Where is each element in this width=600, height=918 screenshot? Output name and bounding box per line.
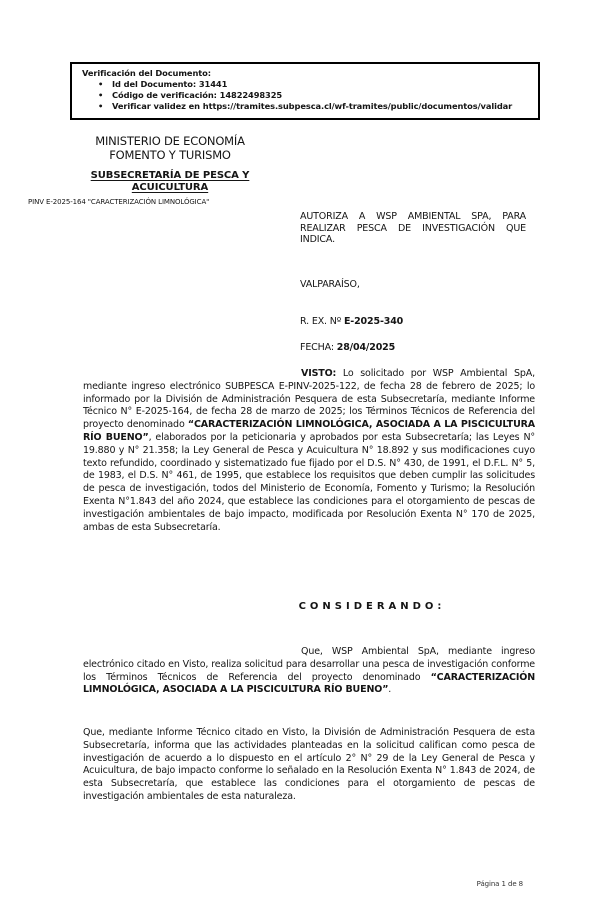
- verification-title: Verificación del Documento:: [82, 68, 211, 78]
- resolution-number-line: [300, 316, 403, 327]
- rex-label: R. EX. Nº: [300, 316, 344, 327]
- date-line: [300, 342, 395, 353]
- considerando-paragraph-2: Que, mediante Informe Técnico citado en Visto, la División de Administración Pesquera de esta Subsecretaría, informa que las actividades planteadas en la solicitud califican como pesca de investigación de acuerdo a lo dispuesto en el artículo 2° N° 29 de la Ley General de Pesca y Acuicultura, de bajo impacto conforme lo señalado en la Resolución Exenta N° 1.843 de 2024, de esta Subsecretaría, que establece las condiciones para el otorgamiento de pescas de investigación ambientales de esta naturaleza.: [83, 727, 535, 802]
- rex-number: E-2025-340: [343, 316, 404, 327]
- ministry-letterhead: [30, 134, 310, 162]
- verification-item-url: • Verificar validez en https://tramites.subpesca.cl/wf-tramites/public/documentos/validar: [82, 101, 530, 112]
- verification-list: [82, 79, 530, 111]
- city-line: VALPARAÍSO,: [300, 279, 360, 290]
- date-label: FECHA:: [300, 342, 337, 353]
- considerando-heading: CONSIDERANDO:: [298, 601, 446, 612]
- verification-item-document-id: • Id del Documento: 31441: [82, 79, 530, 90]
- page-number: Página 1 de 8: [476, 880, 523, 888]
- resolution-subject: AUTORIZA A WSP AMBIENTAL SPA, PARA REALIZAR PESCA DE INVESTIGACIÓN QUE INDICA.: [300, 211, 526, 246]
- considerando-paragraph-1: Que, WSP Ambiental SpA, mediante ingreso electrónico citado en Visto, realiza solicitud para desarrollar una pesca de investigación conforme los Términos Técnicos de Referencia del proyecto denominado “CARACTERIZACIÓN LIMNOLÓGICA, ASOCIADA A LA PISCICULTURA RÍO BUENO”.: [83, 646, 535, 696]
- verification-item-code: • Código de verificación: 14822498325: [82, 90, 530, 101]
- project-reference: PINV E-2025-164 "CARACTERIZACIÓN LIMNOLÓGICA": [28, 198, 210, 206]
- visto-paragraph: VISTO: Lo solicitado por WSP Ambiental SpA, mediante ingreso electrónico SUBPESCA E-PINV-2025-122, de fecha 28 de febrero de 2025; lo informado por la División de Administración Pesquera de esta Subsecretaría, mediante Informe Técnico N° E-2025-164, de fecha 28 de marzo de 2025; los Términos Técnicos de Referencia del proyecto denominado “CARACTERIZACIÓN LIMNOLÓGICA, ASOCIADA A LA PISCICULTURA RÍO BUENO”, elaborados por la peticionaria y aprobados por esta Subsecretaría; las Leyes N° 19.880 y N° 21.358; la Ley General de Pesca y Acuicultura N° 18.892 y sus modificaciones cuyo texto refundido, coordinado y sistematizado fue fijado por el D.S. N° 430, de 1991, el D.F.L. N° 5, de 1983, el D.S. N° 461, de 1995, que establece los requisitos que deben cumplir las solicitudes de pesca de investigación, todos del Ministerio de Economía, Fomento y Turismo; la Resolución Exenta N°1.843 del año 2024, que establece las condiciones para el otorgamiento de pescas de investigación ambientales de bajo impacto, modificada por Resolución Exenta N° 170 de 2025, ambas de esta Subsecretaría.: [83, 368, 536, 533]
- date-value: 28/04/2025: [336, 342, 396, 353]
- ministry-line2: FOMENTO Y TURISMO: [109, 148, 231, 162]
- subsecretaria-title: SUBSECRETARÍA DE PESCA Y ACUICULTURA: [90, 170, 250, 193]
- ministry-line1: MINISTERIO DE ECONOMÍA: [95, 134, 245, 148]
- verification-box: [70, 62, 540, 120]
